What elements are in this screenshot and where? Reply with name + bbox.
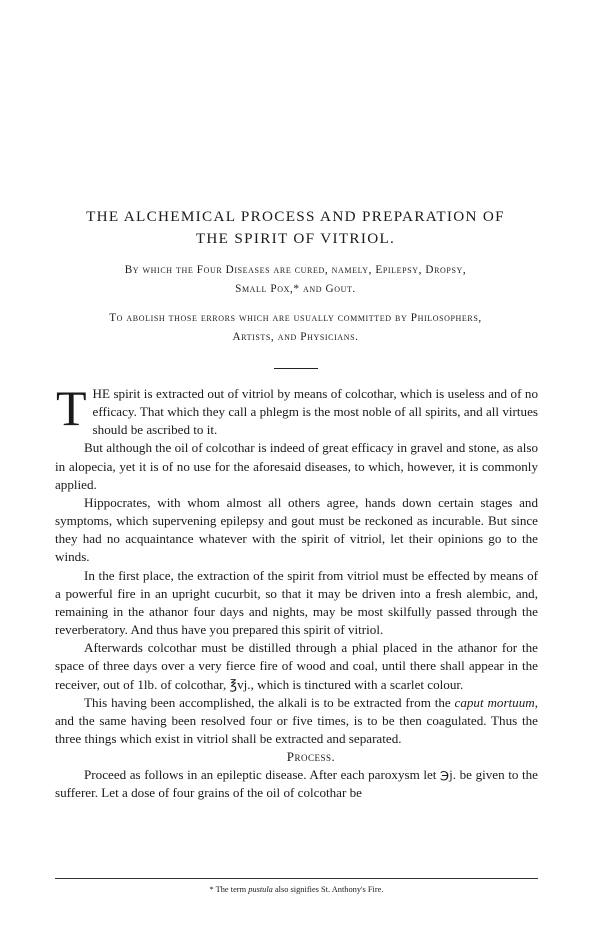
paragraph-1-text: HE spirit is extracted out of vitriol by means of colcothar, which is useless and of no efficacy. That which they call a phlegm is the most noble of all spirits, and all virtues should be ascribed to it. bbox=[92, 386, 538, 438]
paragraph-6-italic: caput mortuum bbox=[454, 694, 535, 710]
subtitle-diseases-line-2: Small Pox,* and Gout. bbox=[235, 283, 356, 295]
footnote-divider bbox=[55, 878, 538, 879]
subtitle-errors-line-2: Artists, and Physicians. bbox=[232, 331, 359, 343]
section-divider bbox=[274, 368, 318, 369]
footnote-italic: pustula bbox=[248, 885, 273, 894]
paragraph-7: Proceed as follows in an epileptic disease. After each paroxysm let ℈j. be given to the sufferer. Let a dose of four grains of the oil of colcothar be bbox=[55, 767, 538, 801]
footnote bbox=[55, 884, 538, 896]
paragraph-6-start: This having been accomplished, the alkali is to be extracted from the bbox=[84, 694, 451, 710]
footnote-start: * The term bbox=[209, 885, 247, 894]
process-heading: Process. bbox=[286, 749, 336, 765]
paragraph-6-end: , and the same having been resolved four or five times, is to be then coagulated. Thus the three things which exist in vitriol shall be extracted and separated. bbox=[55, 694, 539, 746]
paragraph-5: Afterwards colcothar must be distilled through a phial placed in the athanor for the space of three days over a very fierce fire of wood and coal, until there shall appear in the receiver, out of 1lb. of colcothar, ℥vj., which is tinctured with a scarlet colour. bbox=[55, 640, 538, 692]
paragraph-3: Hippocrates, with whom almost all others agree, hands down certain stages and symptoms, which supervening epilepsy and gout must be reckoned as incurable. But since they had no acquaintance whatever with the spirit of vitriol, let their opinions go to the winds. bbox=[55, 494, 538, 565]
paragraph-2: But although the oil of colcothar is indeed of great efficacy in gravel and stone, as also in alopecia, yet it is of no use for the aforesaid diseases, to which, however, it is commonly applied. bbox=[55, 440, 538, 492]
paragraph-1 bbox=[55, 380, 538, 439]
footnote-end: also signifies St. Anthony's Fire. bbox=[274, 885, 384, 894]
subtitle-diseases-line-1: By which the Four Diseases are cured, namely, Epilepsy, Dropsy, bbox=[124, 264, 467, 276]
paragraph-4: In the first place, the extraction of the spirit from vitriol must be effected by means of a powerful fire in an upright cucurbit, so that it may be driven into a fresh alembic, and, remaining in the athanor four days and nights, may be most skilfully passed through the reverberatory. And thus have you prepared this spirit of vitriol. bbox=[55, 567, 538, 638]
subtitle-errors-line-1: To abolish those errors which are usually committed by Philosophers, bbox=[109, 312, 482, 324]
subtitle-errors bbox=[44, 309, 547, 347]
subtitle-diseases bbox=[44, 261, 547, 299]
title-line-2: THE SPIRIT OF VITRIOL. bbox=[195, 230, 396, 247]
title-line-1: THE ALCHEMICAL PROCESS AND PREPARATION OF bbox=[86, 208, 505, 225]
paragraph-6 bbox=[55, 694, 538, 748]
page-title bbox=[40, 206, 551, 250]
drop-cap: T bbox=[56, 380, 87, 436]
body-text bbox=[55, 380, 539, 803]
